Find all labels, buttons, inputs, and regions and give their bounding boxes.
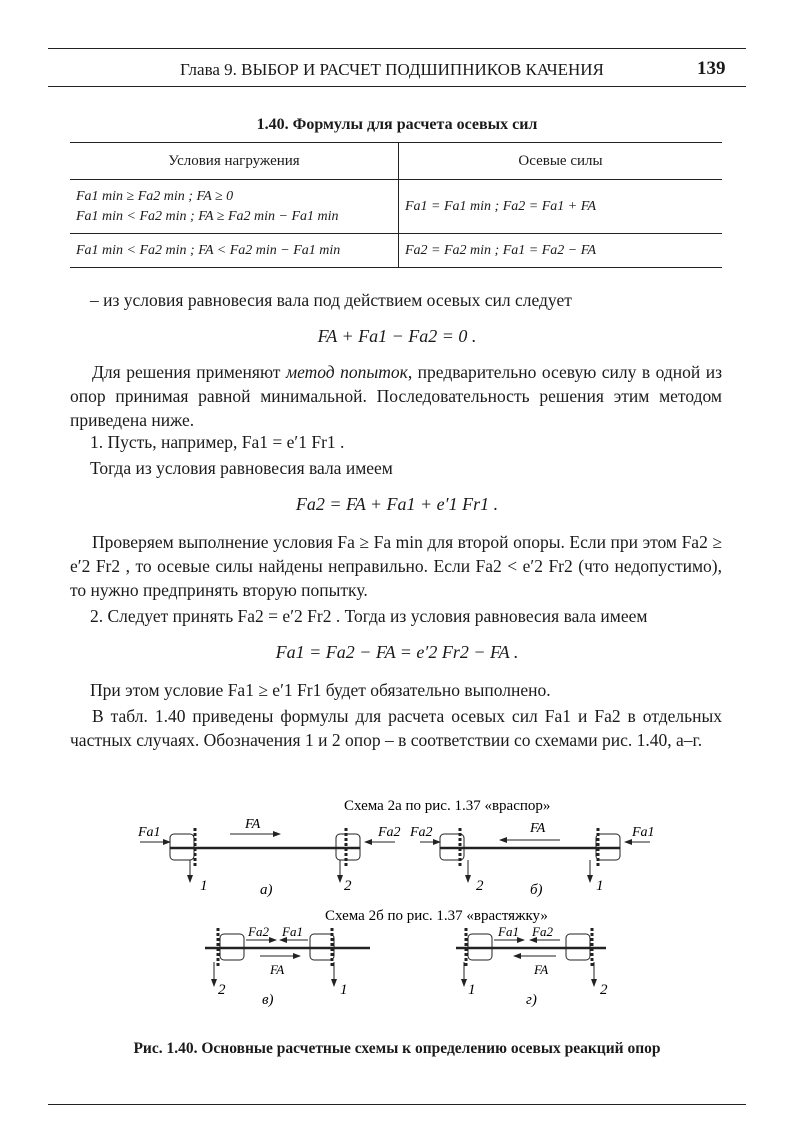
support-number: 2 <box>600 982 608 998</box>
force-label: Fa2 <box>532 924 553 939</box>
scheme-g <box>456 928 606 986</box>
scheme-g-label: г) <box>526 992 537 1008</box>
support-number: 2 <box>218 982 226 998</box>
force-label: FA <box>270 962 285 977</box>
table-row <box>70 180 722 234</box>
axial-forces-table <box>70 142 722 268</box>
header-rule <box>48 86 746 87</box>
support-number: 1 <box>468 982 476 998</box>
table-cell: Fa2 = Fa2 min ; Fa1 = Fa2 − FA <box>399 234 723 268</box>
paragraph-emphasis: метод попыток <box>285 362 408 382</box>
table-caption: 1.40. Формулы для расчета осевых сил <box>256 116 538 133</box>
paragraph: 1. Пусть, например, Fa1 = e′1 Fr1 . <box>90 432 345 452</box>
figure-caption: Рис. 1.40. Основные расчетные схемы к определению осевых реакций опор <box>133 1040 661 1057</box>
paragraph: При этом условие Fa1 ≥ e′1 Fr1 будет обязательно выполнено. <box>90 680 551 700</box>
table-header-forces: Осевые силы <box>399 143 723 180</box>
force-label: FA <box>245 817 261 832</box>
table-header-conditions: Условия нагружения <box>70 143 399 180</box>
scheme-v-label: в) <box>262 992 274 1008</box>
force-label: FA <box>534 962 549 977</box>
support-number: 2 <box>344 878 352 894</box>
paragraph: В табл. 1.40 приведены формулы для расчета осевых сил Fa1 и Fa2 в отдельных частных случаях. Обозначения 1 и 2 опор – в соответствии со схемами рис. 1.40, а–г. <box>70 706 722 750</box>
force-label: Fa2 <box>378 825 401 840</box>
bottom-rule <box>48 1104 746 1105</box>
table-row <box>70 234 722 268</box>
formula-fa2: Fa2 = FA + Fa1 + e′1 Fr1 . <box>295 494 499 514</box>
paragraph <box>70 360 722 432</box>
force-label: FA <box>530 821 546 836</box>
support-number: 1 <box>200 878 208 894</box>
paragraph: 2. Следует принять Fa2 = e′2 Fr2 . Тогда из условия равновесия вала имеем <box>90 606 648 626</box>
force-label: Fa1 <box>138 825 161 840</box>
paragraph-text: Для решения применяют <box>92 362 286 382</box>
table-cell: Fa1 min < Fa2 min ; FA < Fa2 min − Fa1 min <box>70 234 399 268</box>
condition-line: Fa1 min < Fa2 min ; FA ≥ Fa2 min − Fa1 min <box>76 208 339 224</box>
paragraph: Тогда из условия равновесия вала имеем <box>90 458 393 478</box>
scheme-top-label: Схема 2а по рис. 1.37 «враспор» <box>344 798 551 814</box>
support-number: 1 <box>340 982 348 998</box>
formula-fa1: Fa1 = Fa2 − FA = e′2 Fr2 − FA . <box>275 642 519 662</box>
running-header: Глава 9. ВЫБОР И РАСЧЕТ ПОДШИПНИКОВ КАЧЕНИЯ <box>180 60 604 79</box>
schemes-figure <box>120 790 680 1020</box>
force-label: Fa2 <box>410 825 433 840</box>
scheme-b-label: б) <box>530 882 543 898</box>
paragraph: Проверяем выполнение условия Fa ≥ Fa min для второй опоры. Если при этом Fa2 ≥ e′2 Fr2 , то осевые силы найдены неправильно. Если Fa2 < e′2 Fr2 (что недопустимо), то нужно предпринять вторую попытку. <box>70 532 722 600</box>
table-cell: Fa1 = Fa1 min ; Fa2 = Fa1 + FA <box>399 180 723 234</box>
scheme-bottom-label: Схема 2б по рис. 1.37 «врастяжку» <box>325 908 548 924</box>
scheme-b <box>420 828 650 882</box>
scheme-a <box>140 828 395 882</box>
support-number: 2 <box>476 878 484 894</box>
force-label: Fa1 <box>282 924 303 939</box>
table-cell <box>70 180 399 234</box>
support-number: 1 <box>596 878 604 894</box>
condition-line: Fa1 min ≥ Fa2 min ; FA ≥ 0 <box>76 188 234 204</box>
scheme-a-label: а) <box>260 882 273 898</box>
force-label: Fa2 <box>248 924 269 939</box>
force-label: Fa1 <box>632 825 655 840</box>
page-number: 139 <box>697 58 726 79</box>
paragraph-text: , предварительно осевую силу в одной из опор принимая равной минимальной. Последовательность решения этим методом приведена ниже. <box>70 362 722 430</box>
force-label: Fa1 <box>498 924 519 939</box>
paragraph: – из условия равновесия вала под действием осевых сил следует <box>90 290 572 310</box>
formula-equilibrium: FA + Fa1 − Fa2 = 0 . <box>317 326 477 346</box>
top-rule <box>48 48 746 49</box>
